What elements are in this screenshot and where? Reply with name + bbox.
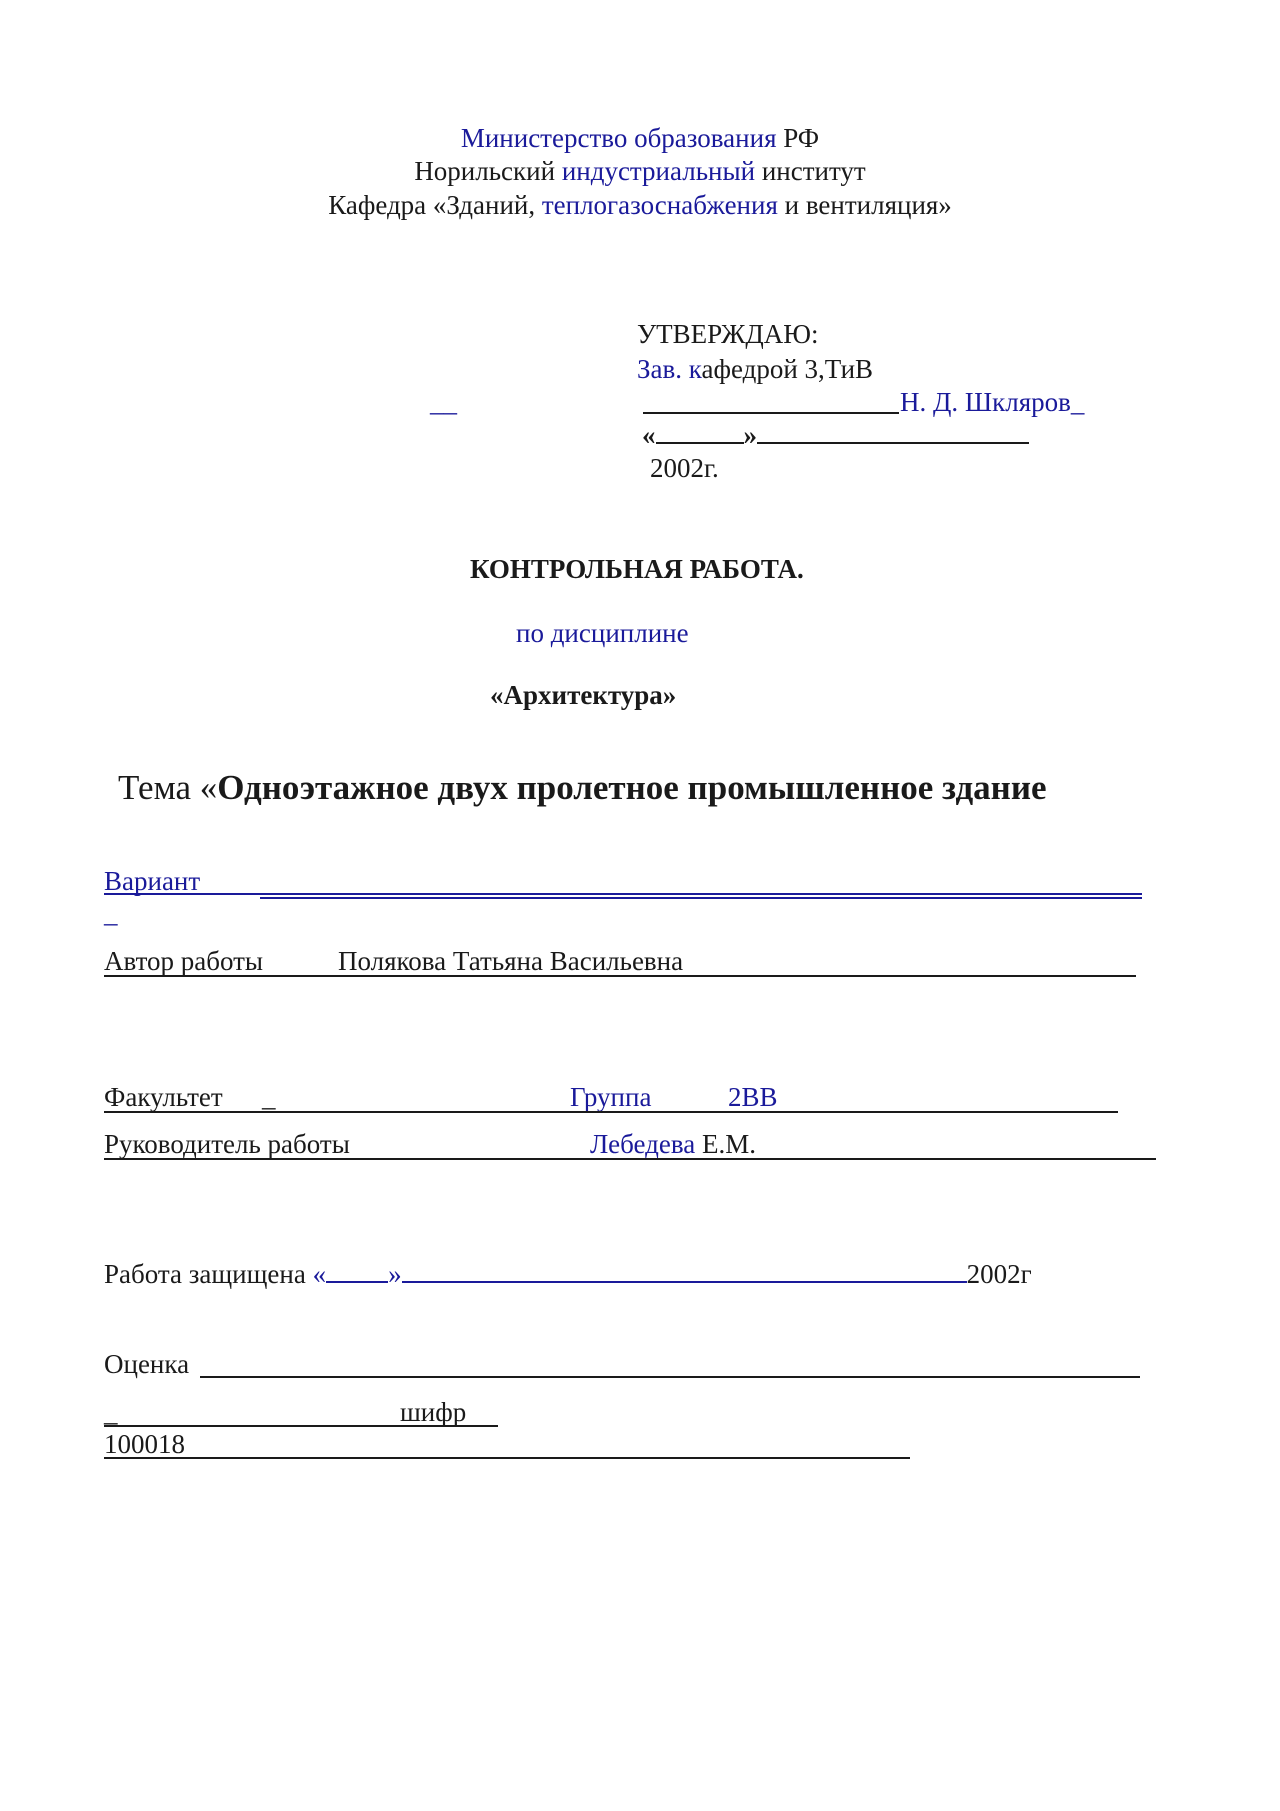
topic-prefix: Тема « [118,768,218,807]
discipline-name: «Архитектура» [490,680,677,710]
defended-month-blank [402,1261,967,1283]
grade-line [200,1376,1140,1378]
variant-label: Вариант [104,866,201,896]
date-month-blank [757,422,1029,444]
supervisor-label: Руководитель работы [104,1129,350,1159]
supervisor-underline [104,1158,1156,1160]
cipher-value: 100018 [104,1429,185,1459]
cipher-dash: _ [104,1397,118,1427]
work-title: КОНТРОЛЬНАЯ РАБОТА. [470,554,804,584]
topic-line [118,768,1047,808]
defended-open-quote: « [312,1259,327,1289]
discipline-label: по дисциплине [516,618,689,648]
institute-part2: индустриальный [561,156,756,186]
cipher-line [104,1425,498,1427]
defended-year: 2002г [966,1259,1032,1289]
head-dept: афедрой 3,ТиВ [701,354,874,384]
grade-label: Оценка [104,1349,190,1379]
supervisor-surname: Лебедева [590,1129,696,1159]
approval-dash: __ [430,387,457,417]
variant-tail: _ [104,898,118,928]
head-of-dept [637,353,873,385]
cipher-value-line [104,1457,910,1459]
signature-line [643,412,899,414]
institute-part1: Норильский [414,156,562,186]
ministry-country: РФ [776,123,820,153]
faculty-dash: _ [262,1082,276,1112]
institute-part3: институт [755,156,866,186]
date-day-blank [656,422,744,444]
group-value: 2ВВ [728,1082,778,1112]
head-title: Зав. к [637,354,702,384]
institute-line [0,155,1280,187]
author-underline [104,975,1136,977]
topic-text: Одноэтажное двух пролетное промышленное здание [217,768,1047,807]
dept-part1: Кафедра «Зданий, [328,190,542,220]
cipher-label: шифр [400,1397,467,1427]
date-close-quote: » [743,420,757,450]
supervisor-name [590,1128,756,1160]
ministry-line [0,122,1280,154]
approval-date [642,419,1029,451]
faculty-underline [104,1111,1118,1113]
dept-part3: и вентиляция» [777,190,952,220]
defended-label: Работа защищена [104,1259,313,1289]
defended-close-quote: » [388,1259,402,1289]
date-open-quote: « [642,420,656,450]
approve-label: УТВЕРЖДАЮ: [637,319,819,349]
variant-field-line [260,897,1142,899]
dept-part2: теплогазоснабжения [541,190,778,220]
defended-line [104,1258,1032,1290]
author-value: Полякова Татьяна Васильевна [338,946,684,976]
author-label: Автор работы [104,946,264,976]
supervisor-initials: Е.М. [695,1129,756,1159]
head-name: Н. Д. Шкляров_ [900,387,1085,417]
department-line [0,189,1280,221]
variant-underline [104,893,1142,895]
approval-year: 2002г. [650,453,719,483]
faculty-label: Факультет [104,1082,223,1112]
defended-day-blank [326,1261,388,1283]
group-label: Группа [570,1082,652,1112]
ministry-name: Министерство образования [460,123,777,153]
